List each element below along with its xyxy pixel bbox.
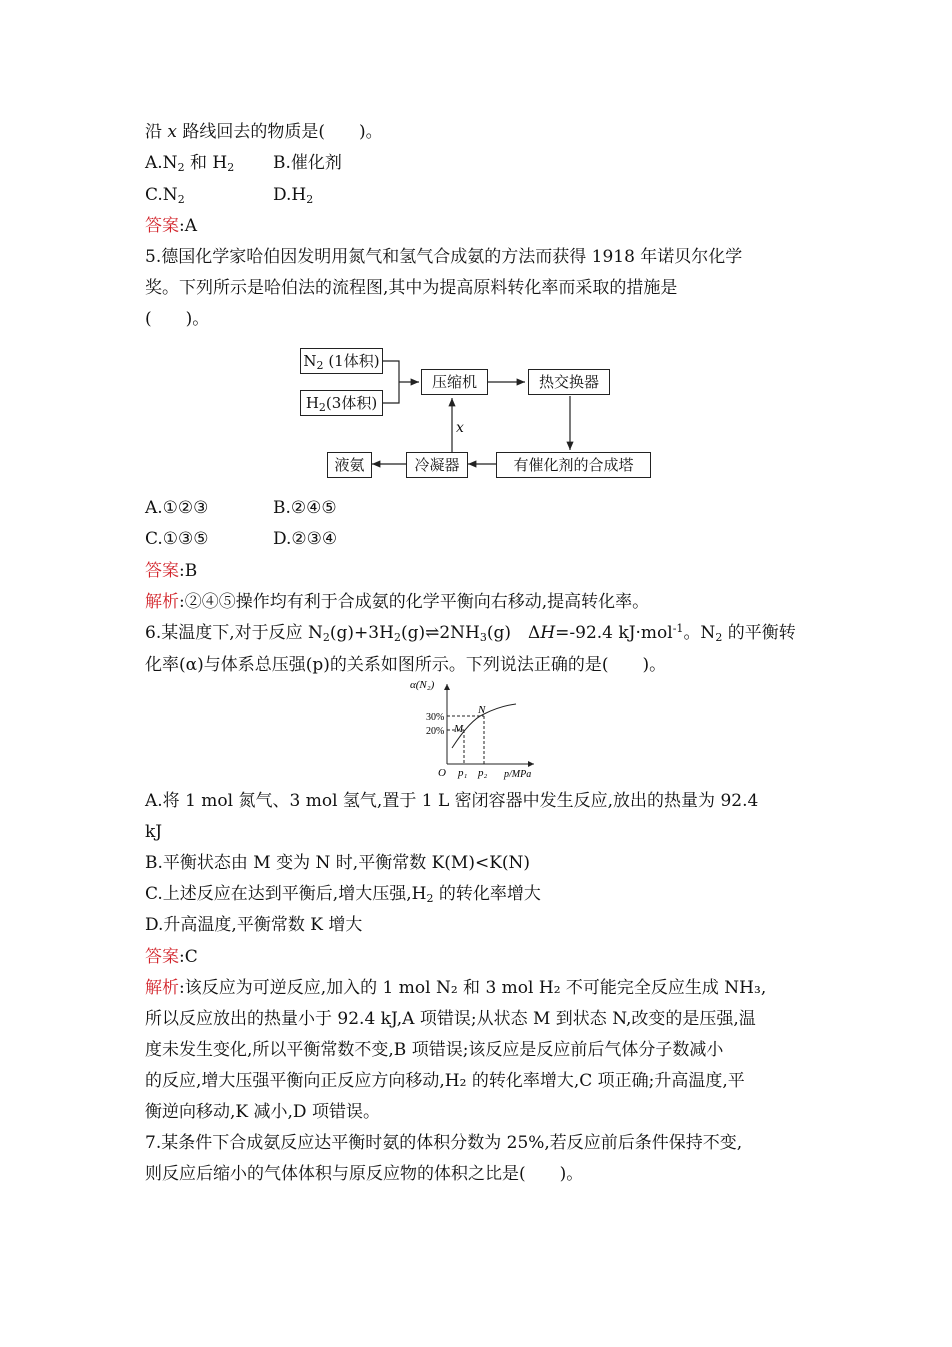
h2-box: $H_2(3$体积) — [300, 390, 383, 416]
q6-analysis-line4: 的反应,增大压强平衡向正反应方向移动,H₂ 的转化率增大,C 项正确;升高温度,平 — [145, 1071, 745, 1091]
graph-point-m: M — [454, 723, 464, 735]
q4-option-d: $D.H_2$ — [273, 185, 314, 206]
q6-analysis-line2: 所以反应放出的热量小于 92.4 kJ,A 项错误;从状态 M 到状态 N,改变的是压强,温 — [145, 1009, 756, 1029]
graph-p2: p₂ — [478, 767, 488, 779]
graph-origin: O — [438, 767, 446, 779]
q5-stem-line2: 奖。下列所示是哈伯法的流程图,其中为提高原料转化率而采取的措施是 — [145, 278, 678, 298]
condenser-box: 冷凝器 — [406, 452, 468, 478]
q6-option-d: D.升高温度,平衡常数 K 增大 — [145, 915, 363, 935]
q7-stem-line1: 7.某条件下合成氨反应达平衡时氨的体积分数为 25%,若反应前后条件保持不变, — [145, 1133, 743, 1153]
q5-option-a: A.①②③ — [145, 498, 209, 518]
q6-option-a-line1: A.将 1 mol 氮气、3 mol 氢气,置于 1 L 密闭容器中发生反应,放出的热量为 92.4 — [145, 791, 759, 811]
graph-x-label: p/MPa — [504, 769, 532, 780]
q5-answer: 答案:B — [145, 561, 198, 581]
q6-option-b: B.平衡状态由 M 变为 N 时,平衡常数 K(M)<K(N) — [145, 853, 531, 873]
q5-option-d: D.②③④ — [273, 529, 338, 549]
graph-y-label: α(N₂) — [410, 679, 435, 691]
q4-option-a: $A.N_2$ 和 $H_2$ — [145, 153, 235, 174]
equilibrium-arrow: ⇌ — [425, 623, 440, 643]
q6-analysis-line3: 度未发生变化,所以平衡常数不变,B 项错误;该反应是反应前后气体分子数减小 — [145, 1040, 724, 1060]
q4-answer: 答案:A — [145, 216, 198, 236]
graph-tick-20: 20% — [426, 726, 445, 737]
graph-p1: p₁ — [458, 767, 468, 779]
q4-option-b: B.催化剂 — [273, 153, 342, 173]
q4-option-c: $C.N_2$ — [145, 185, 185, 206]
q6-answer: 答案:C — [145, 947, 198, 967]
q6-stem-line1: 6.某温度下,对于反应 $N_2(g)+3H_2(g)\rightleftharpoons 2NH_3(g)$ ΔH=-92.4 kJ·mol$^{-1}$。$N_2$ 的平衡转 — [145, 622, 796, 644]
liquid-ammonia-box: 液氨 — [327, 452, 372, 478]
q7-stem-line2: 则反应后缩小的气体体积与原反应物的体积之比是( )。 — [145, 1164, 584, 1184]
conversion-pressure-graph — [400, 676, 560, 782]
q6-stem-line2: 化率(α)与体系总压强(p)的关系如图所示。下列说法正确的是( )。 — [145, 655, 667, 675]
q4-stem-tail: 沿 x 路线回去的物质是( )。 — [145, 122, 383, 142]
n2-box: $N_2$ (1体积) — [300, 348, 383, 374]
q5-stem-line1: 5.德国化学家哈伯因发明用氮气和氢气合成氨的方法而获得 1918 年诺贝尔化学 — [145, 247, 743, 267]
synthesis-tower-box: 有催化剂的合成塔 — [496, 452, 651, 478]
graph-point-n: N — [478, 704, 486, 716]
q6-option-a-line2: kJ — [145, 822, 163, 842]
compressor-box: 压缩机 — [421, 369, 488, 395]
heat-exchanger-box: 热交换器 — [528, 369, 610, 395]
q6-analysis-line1: 解析:该反应为可逆反应,加入的 1 mol N₂ 和 3 mol H₂ 不可能完全反应生成 NH₃, — [145, 978, 767, 998]
x-route-label: x — [456, 420, 464, 436]
flow-diagram-connectors — [0, 0, 952, 520]
q6-option-c: C.上述反应在达到平衡后,增大压强$,H_2$ 的转化率增大 — [145, 884, 541, 905]
q5-analysis: 解析:②④⑤操作均有利于合成氨的化学平衡向右移动,提高转化率。 — [145, 592, 650, 612]
q5-option-b: B.②④⑤ — [273, 498, 337, 518]
q6-analysis-line5: 衡逆向移动,K 减小,D 项错误。 — [145, 1102, 380, 1122]
q5-option-c: C.①③⑤ — [145, 529, 209, 549]
q5-stem-line3: ( )。 — [145, 309, 210, 329]
graph-tick-30: 30% — [426, 712, 445, 723]
